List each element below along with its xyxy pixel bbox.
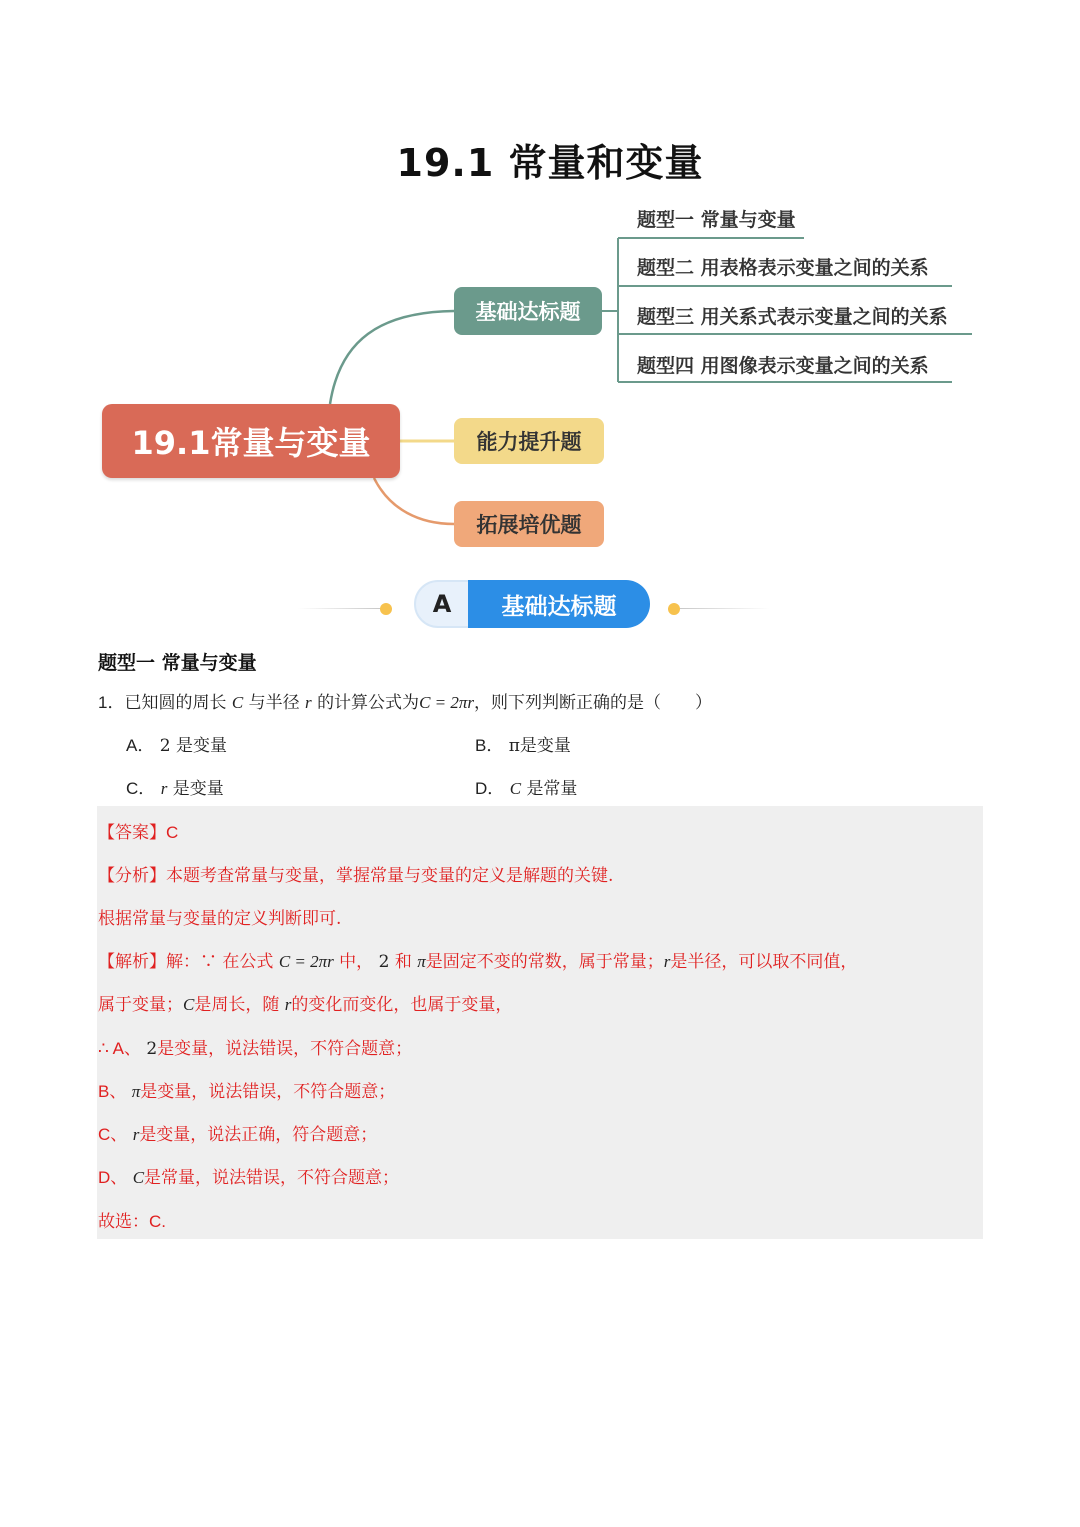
line-d-c: C bbox=[132, 1168, 145, 1187]
question-formula: C = 2πr bbox=[419, 693, 475, 712]
mindmap-branch-basic: 基础达标题 bbox=[454, 287, 602, 335]
question-text-4: ，则下列判断正确的是（ ） bbox=[474, 693, 713, 713]
banner-dot-right bbox=[668, 603, 680, 615]
option-c-label: C． bbox=[126, 779, 156, 798]
section-heading: 题型一 常量与变量 bbox=[98, 652, 257, 674]
mindmap-leaf-4: 题型四 用图像表示变量之间的关系 bbox=[637, 355, 929, 377]
option-d-text: 是常量 bbox=[526, 779, 578, 799]
solution-r: r bbox=[663, 952, 671, 971]
solution-1a: 解：∵ 在公式 bbox=[166, 952, 274, 972]
question-text-3: 的计算公式为 bbox=[317, 693, 420, 713]
mindmap-leaf-1: 题型一 常量与变量 bbox=[637, 209, 796, 231]
question-var-c: C bbox=[231, 693, 244, 712]
choice-value: C. bbox=[149, 1212, 166, 1231]
page-title: 19.1 常量和变量 bbox=[396, 141, 704, 185]
solution-line-b bbox=[98, 1077, 395, 1102]
option-c-var: r bbox=[160, 779, 168, 798]
banner-line-right bbox=[680, 608, 770, 609]
solution-2b: 是周长，随 bbox=[194, 995, 280, 1015]
answer-line bbox=[98, 818, 178, 843]
solution-line-2 bbox=[98, 990, 512, 1015]
solution-1e: 是半径，可以取不同值， bbox=[670, 952, 858, 972]
line-a-two: 2 bbox=[146, 1039, 158, 1059]
answer-label: 【答案】 bbox=[98, 823, 166, 843]
banner-dot-left bbox=[380, 603, 392, 615]
option-b-label: B． bbox=[475, 736, 504, 755]
line-b-pi: π bbox=[131, 1082, 141, 1101]
solution-1d: 是固定不变的常数，属于常量； bbox=[425, 952, 664, 972]
mindmap-root: 19.1常量与变量 bbox=[102, 404, 400, 478]
question-1 bbox=[98, 688, 712, 713]
line-c-r: r bbox=[132, 1125, 140, 1144]
analysis-line-2: 根据常量与变量的定义判断即可. bbox=[98, 909, 342, 929]
solution-1b: 中， bbox=[339, 952, 374, 972]
option-c-text: 是变量 bbox=[172, 779, 224, 799]
solution-r2: r bbox=[284, 995, 292, 1014]
banner-title: 基础达标题 bbox=[468, 580, 650, 628]
analysis-text: 本题考查常量与变量，掌握常量与变量的定义是解题的关键. bbox=[166, 866, 614, 886]
analysis-label: 【分析】 bbox=[98, 866, 166, 886]
option-a-label: A． bbox=[126, 736, 155, 755]
line-c-text: 是变量，说法正确，符合题意； bbox=[139, 1125, 378, 1145]
mindmap-branch-expand: 拓展培优题 bbox=[454, 501, 604, 547]
solution-line-d bbox=[98, 1163, 399, 1188]
line-c-prefix: C、 bbox=[98, 1125, 128, 1144]
option-a bbox=[126, 731, 227, 756]
line-d-text: 是常量，说法错误，不符合题意； bbox=[144, 1168, 400, 1188]
line-b-prefix: B、 bbox=[98, 1082, 127, 1101]
line-a-text: 是变量，说法错误，不符合题意； bbox=[157, 1039, 413, 1059]
analysis-line bbox=[98, 861, 613, 886]
question-text-1: 已知圆的周长 bbox=[124, 693, 227, 713]
line-b-text: 是变量，说法错误，不符合题意； bbox=[140, 1082, 396, 1102]
solution-1c: 和 bbox=[394, 952, 412, 972]
solution-line-a bbox=[98, 1034, 412, 1059]
option-d-label: D． bbox=[475, 779, 505, 798]
option-d-var: C bbox=[509, 779, 522, 798]
banner-letter: A bbox=[414, 580, 470, 628]
banner-line-left bbox=[298, 608, 380, 609]
choice-line bbox=[98, 1207, 166, 1232]
mindmap-leaf-3: 题型三 用关系式表示变量之间的关系 bbox=[637, 306, 948, 328]
option-a-text: 2 是变量 bbox=[159, 736, 227, 756]
line-a-prefix: ∴ A、 bbox=[98, 1039, 141, 1058]
solution-label: 【解析】 bbox=[98, 952, 166, 972]
question-text-2: 与半径 bbox=[248, 693, 300, 713]
solution-formula: C = 2πr bbox=[278, 952, 334, 971]
solution-line-c bbox=[98, 1120, 377, 1145]
solution-line-1 bbox=[98, 947, 857, 972]
mindmap-leaf-2: 题型二 用表格表示变量之间的关系 bbox=[637, 257, 929, 279]
option-b-text: π是变量 bbox=[508, 736, 571, 756]
option-c bbox=[126, 774, 224, 799]
solution-c: C bbox=[183, 995, 195, 1014]
solution-two: 2 bbox=[378, 952, 390, 972]
line-d-prefix: D、 bbox=[98, 1168, 128, 1187]
option-b bbox=[475, 731, 571, 756]
mindmap-branch-ability: 能力提升题 bbox=[454, 418, 604, 464]
option-d bbox=[475, 774, 577, 799]
solution-2a: 属于变量； bbox=[98, 995, 183, 1015]
solution-2c: 的变化而变化，也属于变量， bbox=[291, 995, 513, 1015]
choice-label: 故选： bbox=[98, 1212, 149, 1232]
answer-value: C bbox=[166, 823, 179, 842]
solution-pi: π bbox=[417, 952, 426, 971]
question-var-r: r bbox=[305, 693, 312, 712]
question-number: 1． bbox=[98, 693, 125, 712]
